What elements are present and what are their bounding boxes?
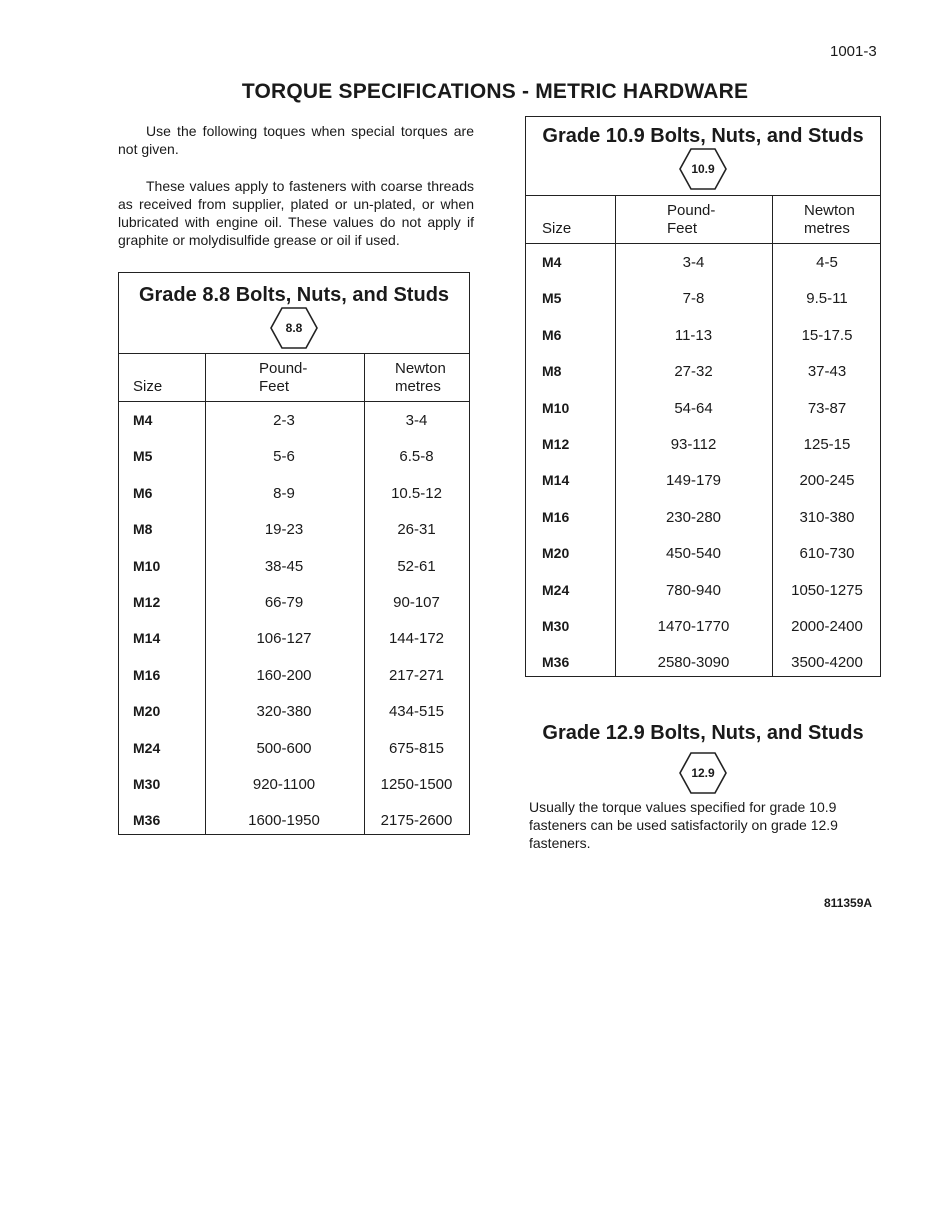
pound-feet-cell: 920-1100 (252, 775, 316, 793)
size-cell: M24 (542, 581, 570, 598)
pound-feet-cell: 450-540 (665, 545, 722, 563)
pound-feet-cell: 66-79 (264, 593, 304, 611)
pound-feet-cell: 1600-1950 (248, 812, 320, 830)
grade-10-9-rows (526, 244, 880, 681)
table-row (119, 402, 469, 438)
size-cell: M36 (542, 654, 570, 671)
newton-metres-cell: 2175-2600 (380, 812, 453, 830)
size-cell: M8 (133, 521, 153, 538)
grade-12-9-title: Grade 12.9 Bolts, Nuts, and Studs (542, 722, 864, 744)
pound-feet-cell: 230-280 (665, 508, 722, 526)
newton-metres-cell: 125-15 (803, 435, 851, 453)
hex-grade-mark-label: 10.9 (691, 162, 715, 176)
table-row (526, 462, 880, 498)
page-number: 1001-3 (830, 43, 877, 60)
newton-metres-cell: 2000-2400 (791, 617, 863, 635)
col-size-header: Size (133, 378, 163, 395)
newton-metres-cell: 610-730 (799, 545, 855, 563)
newton-metres-cell: 15-17.5 (801, 326, 853, 344)
newton-metres-cell: 10.5-12 (391, 484, 442, 502)
newton-metres-cell: 90-107 (393, 593, 440, 611)
pound-feet-cell: 320-380 (256, 703, 312, 721)
size-cell: M8 (542, 363, 562, 380)
pound-feet-cell: 93-112 (670, 435, 717, 453)
pound-feet-cell: 11-13 (674, 326, 713, 344)
size-cell: M5 (542, 290, 562, 307)
table-row (119, 511, 469, 547)
size-cell: M30 (542, 617, 570, 634)
size-cell: M14 (542, 472, 570, 489)
grade-10-9-header (526, 117, 880, 196)
newton-metres-cell: 9.5-11 (806, 290, 848, 308)
table-row (119, 693, 469, 729)
table-row (526, 353, 880, 389)
newton-metres-cell: 6.5-8 (399, 448, 434, 466)
table-row (119, 620, 469, 656)
pound-feet-cell: 1470-1770 (657, 617, 730, 635)
col-pound-feet-header-line2: Feet (259, 378, 290, 395)
size-cell: M12 (133, 593, 161, 610)
grade-8-8-rows (119, 402, 469, 839)
pound-feet-cell: 160-200 (256, 666, 312, 684)
size-cell: M12 (542, 435, 570, 452)
col-newton-header-line2: metres (395, 378, 441, 395)
size-cell: M16 (542, 508, 570, 525)
grade-10-9-column-headers (526, 196, 880, 244)
grade-8-8-table (118, 272, 470, 835)
newton-metres-cell: 3500-4200 (791, 654, 863, 672)
col-pound-feet-header-line1: Pound- (667, 202, 716, 219)
size-cell: M14 (133, 630, 161, 647)
pound-feet-cell: 54-64 (674, 399, 713, 417)
pound-feet-cell: 8-9 (273, 484, 295, 502)
size-cell: M20 (542, 545, 570, 562)
hex-grade-mark-icon (678, 751, 728, 795)
table-row (119, 584, 469, 620)
pound-feet-cell: 2580-3090 (657, 654, 730, 672)
table-row (526, 644, 880, 680)
pound-feet-cell: 7-8 (682, 290, 705, 308)
newton-metres-cell: 1050-1275 (791, 581, 863, 599)
grade-12-9-note: Usually the torque values specified for grade 10.9 fasteners can be used satisfactorily on grade 12.9 fasteners. (529, 799, 838, 851)
table-row (119, 438, 469, 474)
table-row (526, 608, 880, 644)
table-row (119, 548, 469, 584)
newton-metres-cell: 26-31 (397, 521, 436, 539)
newton-metres-cell: 1250-1500 (380, 775, 453, 793)
table-row (526, 572, 880, 608)
size-cell: M24 (133, 739, 161, 756)
pound-feet-cell: 3-4 (682, 254, 705, 271)
table-row (526, 535, 880, 571)
col-size-header: Size (542, 220, 572, 237)
hex-grade-mark-icon (269, 306, 319, 350)
table-row (119, 475, 469, 511)
hex-grade-mark-label: 12.9 (691, 766, 715, 780)
table-row (119, 766, 469, 802)
size-cell: M36 (133, 812, 161, 829)
col-pound-feet-header-line1: Pound- (259, 360, 308, 377)
pound-feet-cell: 780-940 (665, 581, 722, 599)
hex-grade-mark-label: 8.8 (285, 321, 303, 335)
table-row (119, 730, 469, 766)
pound-feet-cell: 38-45 (264, 557, 304, 575)
size-cell: M5 (133, 448, 153, 465)
size-cell: M30 (133, 775, 161, 792)
table-row (526, 317, 880, 353)
newton-metres-cell: 52-61 (397, 557, 436, 575)
pound-feet-cell: 5-6 (273, 448, 295, 466)
pound-feet-cell: 19-23 (264, 521, 304, 539)
size-cell: M10 (542, 399, 570, 416)
newton-metres-cell: 217-271 (388, 666, 445, 684)
grade-8-8-header (119, 273, 469, 354)
size-cell: M20 (133, 703, 161, 720)
grade-8-8-title: Grade 8.8 Bolts, Nuts, and Studs (138, 284, 450, 306)
page-title: TORQUE SPECIFICATIONS - METRIC HARDWARE (241, 80, 749, 103)
col-pound-feet-header-line2: Feet (667, 220, 698, 237)
newton-metres-cell: 4-5 (816, 254, 838, 271)
table-row (526, 244, 880, 280)
table-row (526, 426, 880, 462)
pound-feet-cell: 106-127 (256, 630, 312, 648)
intro-paragraph-1: Use the following toques when special torques are not given. (118, 123, 474, 157)
intro-paragraph-2: These values apply to fasteners with coarse threads as received from supplier, plated or un-plated, or when lubricated with engine oil. These values do not apply if graphite or molydisulfide grease or oil if used. (118, 178, 474, 248)
size-cell: M4 (542, 254, 562, 270)
col-newton-header-line2: metres (804, 220, 850, 237)
pound-feet-cell: 2-3 (273, 412, 295, 429)
pound-feet-cell: 149-179 (665, 472, 722, 490)
document-code: 811359A (824, 896, 873, 910)
newton-metres-cell: 675-815 (388, 739, 445, 757)
grade-8-8-column-headers (119, 354, 469, 402)
size-cell: M4 (133, 412, 153, 428)
pound-feet-cell: 500-600 (256, 739, 312, 757)
grade-10-9-table (525, 116, 881, 677)
size-cell: M16 (133, 666, 161, 683)
col-newton-header-line1: Newton (395, 360, 446, 377)
pound-feet-cell: 27-32 (674, 363, 713, 381)
newton-metres-cell: 37-43 (807, 363, 847, 381)
hex-grade-mark-icon (678, 147, 728, 191)
newton-metres-cell: 200-245 (799, 472, 855, 490)
size-cell: M6 (133, 484, 153, 501)
grade-10-9-title: Grade 10.9 Bolts, Nuts, and Studs (542, 125, 864, 147)
size-cell: M6 (542, 326, 562, 343)
newton-metres-cell: 144-172 (388, 630, 445, 648)
newton-metres-cell: 434-515 (388, 703, 445, 721)
col-newton-header-line1: Newton (804, 202, 855, 219)
table-row (526, 390, 880, 426)
table-row (119, 802, 469, 838)
table-row (526, 499, 880, 535)
size-cell: M10 (133, 557, 161, 574)
newton-metres-cell: 3-4 (405, 412, 428, 429)
newton-metres-cell: 73-87 (807, 399, 847, 417)
table-row (119, 657, 469, 693)
newton-metres-cell: 310-380 (799, 508, 855, 526)
table-row (526, 280, 880, 316)
